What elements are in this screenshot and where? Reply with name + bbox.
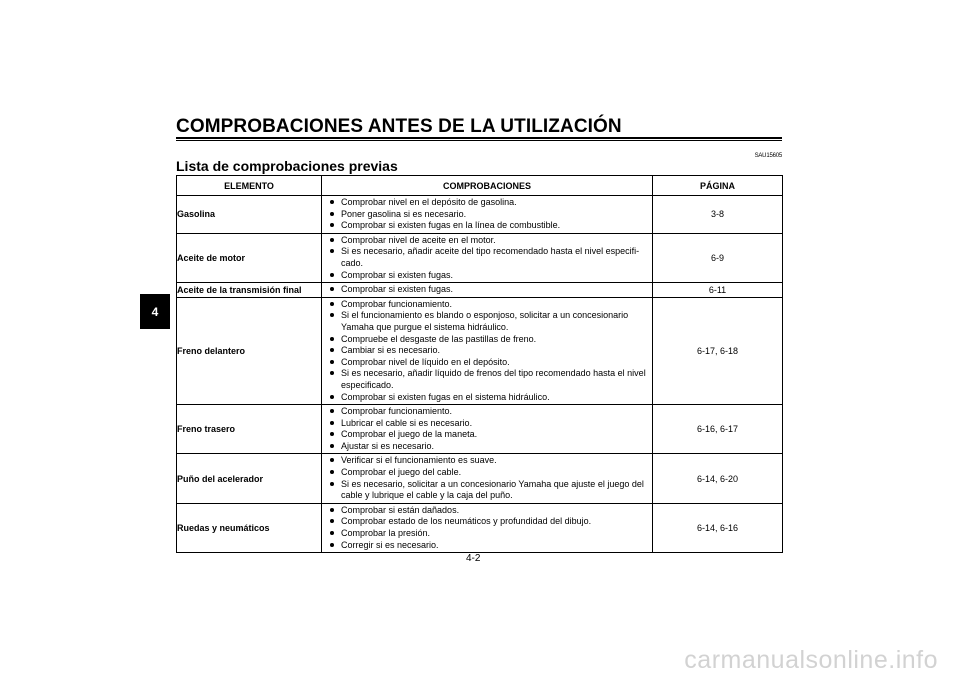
check-list — [322, 454, 652, 502]
row-page: 6-16, 6-17 — [653, 405, 783, 454]
check-text: Comprobar nivel de líquido en el depósito. — [341, 356, 510, 367]
bullet-icon — [330, 444, 334, 448]
table-row — [177, 405, 783, 454]
bullet-icon — [330, 313, 334, 317]
title-rule — [176, 137, 782, 139]
page-number: 4-2 — [466, 553, 481, 564]
bullet-icon — [330, 223, 334, 227]
bullet-icon — [330, 395, 334, 399]
check-text: Si es necesario, añadir aceite del tipo recomendado hasta el nivel especifi- cado. — [341, 246, 640, 268]
column-header-page: PÁGINA — [653, 176, 783, 196]
table-row — [177, 233, 783, 282]
list-item — [330, 392, 648, 404]
list-item — [330, 441, 648, 453]
row-checks — [322, 503, 653, 552]
row-checks — [322, 454, 653, 503]
table-row — [177, 297, 783, 404]
row-page: 6-17, 6-18 — [653, 297, 783, 404]
check-text: Lubricar el cable si es necesario. — [341, 417, 473, 428]
row-checks — [322, 283, 653, 298]
row-element: Aceite de la transmisión final — [177, 283, 322, 298]
row-checks — [322, 297, 653, 404]
list-item — [330, 299, 648, 311]
check-text: Poner gasolina si es necesario. — [341, 208, 467, 219]
list-item — [330, 540, 648, 552]
list-item — [330, 406, 648, 418]
check-text: Comprobar si existen fugas. — [341, 269, 454, 280]
list-item — [330, 246, 648, 269]
list-item — [330, 505, 648, 517]
row-page: 3-8 — [653, 196, 783, 234]
row-page: 6-14, 6-16 — [653, 503, 783, 552]
list-item — [330, 235, 648, 247]
row-checks — [322, 405, 653, 454]
bullet-icon — [330, 519, 334, 523]
check-text: Comprobar si existen fugas en la línea de combustible. — [341, 220, 561, 231]
check-text: Compruebe el desgaste de las pastillas de freno. — [341, 333, 537, 344]
bullet-icon — [330, 432, 334, 436]
row-page: 6-9 — [653, 233, 783, 282]
row-element: Aceite de motor — [177, 233, 322, 282]
table-row — [177, 503, 783, 552]
table-row — [177, 283, 783, 298]
list-item — [330, 220, 648, 232]
list-item — [330, 467, 648, 479]
check-text: Comprobar el juego del cable. — [341, 467, 462, 478]
row-element: Ruedas y neumáticos — [177, 503, 322, 552]
list-item — [330, 284, 648, 296]
table-row — [177, 454, 783, 503]
watermark: carmanualsonline.info — [684, 646, 938, 674]
check-text: Comprobar funcionamiento. — [341, 298, 453, 309]
bullet-icon — [330, 421, 334, 425]
check-list — [322, 283, 652, 297]
column-header-element: ELEMENTO — [177, 176, 322, 196]
list-item — [330, 418, 648, 430]
check-text: Verificar si el funcionamiento es suave. — [341, 455, 497, 466]
bullet-icon — [330, 409, 334, 413]
row-element: Freno trasero — [177, 405, 322, 454]
bullet-icon — [330, 482, 334, 486]
check-text: Si es necesario, añadir líquido de frenos del tipo recomendado hasta el nivel especificado. — [341, 368, 646, 390]
check-text: Comprobar funcionamiento. — [341, 406, 453, 417]
list-item — [330, 270, 648, 282]
bullet-icon — [330, 212, 334, 216]
doc-code: SAU15605 — [754, 153, 782, 159]
bullet-icon — [330, 458, 334, 462]
row-element: Freno delantero — [177, 297, 322, 404]
chapter-title: COMPROBACIONES ANTES DE LA UTILIZACIÓN — [176, 116, 622, 137]
check-text: Comprobar el juego de la maneta. — [341, 429, 478, 440]
list-item — [330, 528, 648, 540]
bullet-icon — [330, 273, 334, 277]
bullet-icon — [330, 508, 334, 512]
check-text: Comprobar si están dañados. — [341, 504, 460, 515]
list-item — [330, 368, 648, 391]
list-item — [330, 209, 648, 221]
check-list — [322, 298, 652, 404]
list-item — [330, 197, 648, 209]
check-text: Comprobar si existen fugas en el sistema hidráulico. — [341, 391, 550, 402]
check-text: Comprobar la presión. — [341, 528, 431, 539]
list-item — [330, 516, 648, 528]
row-element: Gasolina — [177, 196, 322, 234]
check-text: Comprobar nivel en el depósito de gasolina. — [341, 197, 517, 207]
row-checks — [322, 196, 653, 234]
table-row — [177, 196, 783, 234]
bullet-icon — [330, 531, 334, 535]
bullet-icon — [330, 302, 334, 306]
bullet-icon — [330, 543, 334, 547]
list-item — [330, 334, 648, 346]
check-text: Comprobar si existen fugas. — [341, 284, 454, 295]
list-item — [330, 479, 648, 502]
bullet-icon — [330, 348, 334, 352]
check-text: Corregir si es necesario. — [341, 539, 439, 550]
table-body — [177, 196, 783, 553]
title-rule-thin — [176, 140, 782, 141]
list-item — [330, 429, 648, 441]
checklist-table — [176, 175, 783, 553]
list-item — [330, 455, 648, 467]
row-page: 6-11 — [653, 283, 783, 298]
row-checks — [322, 233, 653, 282]
bullet-icon — [330, 249, 334, 253]
check-list — [322, 504, 652, 552]
bullet-icon — [330, 287, 334, 291]
bullet-icon — [330, 371, 334, 375]
section-title: Lista de comprobaciones previas — [176, 158, 398, 174]
bullet-icon — [330, 470, 334, 474]
check-text: Si es necesario, solicitar a un concesionario Yamaha que ajuste el juego del cable y lubrique el cable y la caja del puño. — [341, 478, 644, 501]
check-list — [322, 405, 652, 453]
list-item — [330, 345, 648, 357]
list-item — [330, 357, 648, 369]
check-text: Comprobar estado de los neumáticos y profundidad del dibujo. — [341, 516, 592, 527]
check-text: Cambiar si es necesario. — [341, 345, 441, 356]
check-text: Comprobar nivel de aceite en el motor. — [341, 234, 496, 245]
row-element: Puño del acelerador — [177, 454, 322, 503]
check-text: Ajustar si es necesario. — [341, 440, 435, 451]
check-list — [322, 196, 652, 233]
bullet-icon — [330, 337, 334, 341]
check-list — [322, 234, 652, 282]
bullet-icon — [330, 200, 334, 204]
chapter-tab: 4 — [140, 294, 170, 329]
table-header-row — [177, 176, 783, 196]
column-header-checks: COMPROBACIONES — [322, 176, 653, 196]
check-text: Si el funcionamiento es blando o esponjoso, solicitar a un concesionario Yamaha que purgue el sistema hidráulico. — [341, 310, 629, 332]
list-item — [330, 310, 648, 333]
row-page: 6-14, 6-20 — [653, 454, 783, 503]
bullet-icon — [330, 238, 334, 242]
bullet-icon — [330, 360, 334, 364]
